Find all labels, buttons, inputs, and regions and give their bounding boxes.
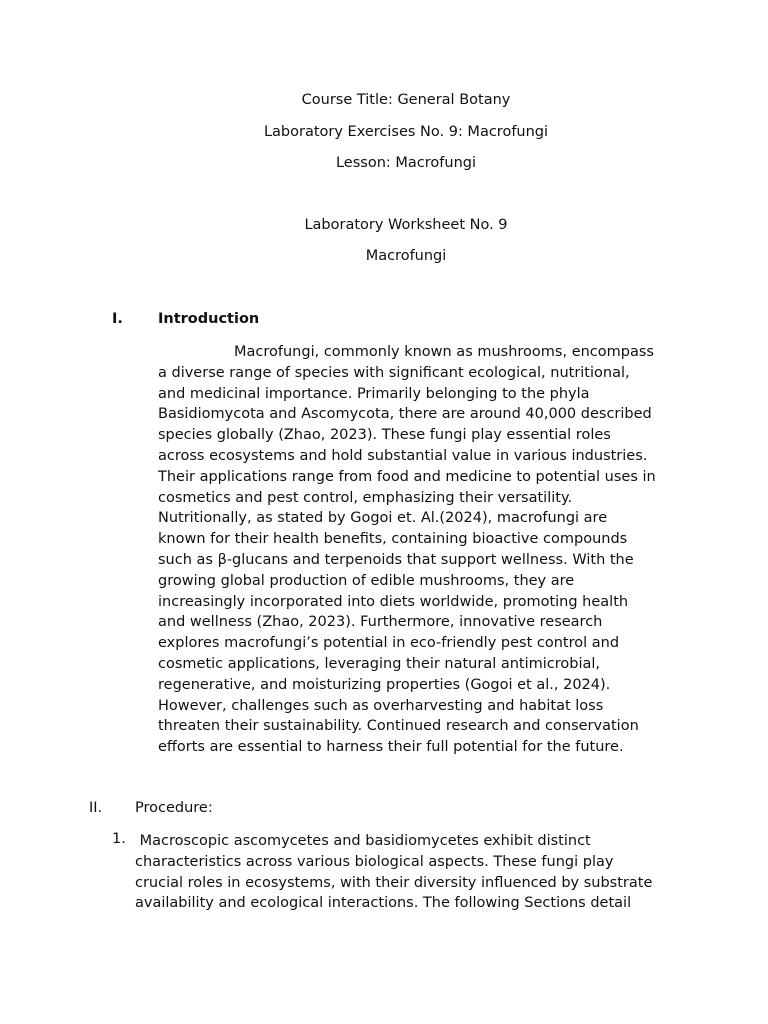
paragraph-line: Macrofungi, commonly known as mushrooms, encompass — [234, 344, 654, 360]
section-1-heading: Introduction — [158, 311, 260, 327]
procedure-item-1 — [135, 831, 695, 914]
paragraph-line: across ecosystems and hold substantial value in various industries. — [158, 447, 648, 464]
section-2-heading: Procedure: — [135, 800, 213, 816]
paragraph-line: regenerative, and moisturizing properties (Gogoi et al., 2024). — [158, 676, 611, 693]
paragraph-line: and wellness (Zhao, 2023). Furthermore, innovative research — [158, 614, 603, 631]
paragraph-line: cosmetics and pest control, emphasizing their versatility. — [158, 489, 573, 506]
paragraph-line: explores macrofungi’s potential in eco-friendly pest control and — [158, 635, 620, 652]
paragraph-line: known for their health benefits, containing bioactive compounds — [158, 531, 628, 548]
lab-exercise-title: Laboratory Exercises No. 9: Macrofungi — [263, 124, 549, 140]
paragraph-line: such as β-glucans and terpenoids that support wellness. With the — [158, 551, 634, 568]
paragraph-line: Nutritionally, as stated by Gogoi et. Al.(2024), macrofungi are — [158, 510, 608, 527]
section-1-number: I. — [112, 311, 123, 327]
paragraph-line: increasingly incorporated into diets worldwide, promoting health — [158, 593, 629, 610]
paragraph-line: Macroscopic ascomycetes and basidiomycetes exhibit distinct — [135, 833, 591, 849]
paragraph-line: and medicinal importance. Primarily belonging to the phyla — [158, 385, 590, 402]
paragraph-line: species globally (Zhao, 2023). These fungi play essential roles — [158, 427, 611, 444]
paragraph-line: availability and ecological interactions. The following Sections detail — [135, 895, 632, 912]
paragraph-line: However, challenges such as overharvesting and habitat loss — [158, 697, 604, 714]
paragraph-line: a diverse range of species with significant ecological, nutritional, — [158, 364, 630, 381]
paragraph-line: cosmetic applications, leveraging their natural antimicrobial, — [158, 655, 601, 672]
topic-title: Macrofungi — [365, 248, 447, 264]
section-2-number: II. — [89, 800, 103, 816]
paragraph-line: Their applications range from food and medicine to potential uses in — [158, 468, 656, 485]
paragraph-line: Basidiomycota and Ascomycota, there are around 40,000 described — [158, 406, 652, 423]
worksheet-title: Laboratory Worksheet No. 9 — [304, 217, 508, 233]
lesson-title: Lesson: Macrofungi — [335, 155, 476, 171]
introduction-paragraph — [158, 342, 688, 758]
paragraph-line: characteristics across various biological aspects. These fungi play — [135, 853, 614, 870]
paragraph-line: growing global production of edible mushrooms, they are — [158, 572, 575, 589]
paragraph-line: efforts are essential to harness their full potential for the future. — [158, 739, 624, 756]
list-item-number: 1. — [112, 831, 126, 847]
paragraph-line: threaten their sustainability. Continued research and conservation — [158, 718, 639, 735]
course-title: Course Title: General Botany — [301, 92, 511, 108]
paragraph-line: crucial roles in ecosystems, with their diversity influenced by substrate — [135, 874, 653, 891]
